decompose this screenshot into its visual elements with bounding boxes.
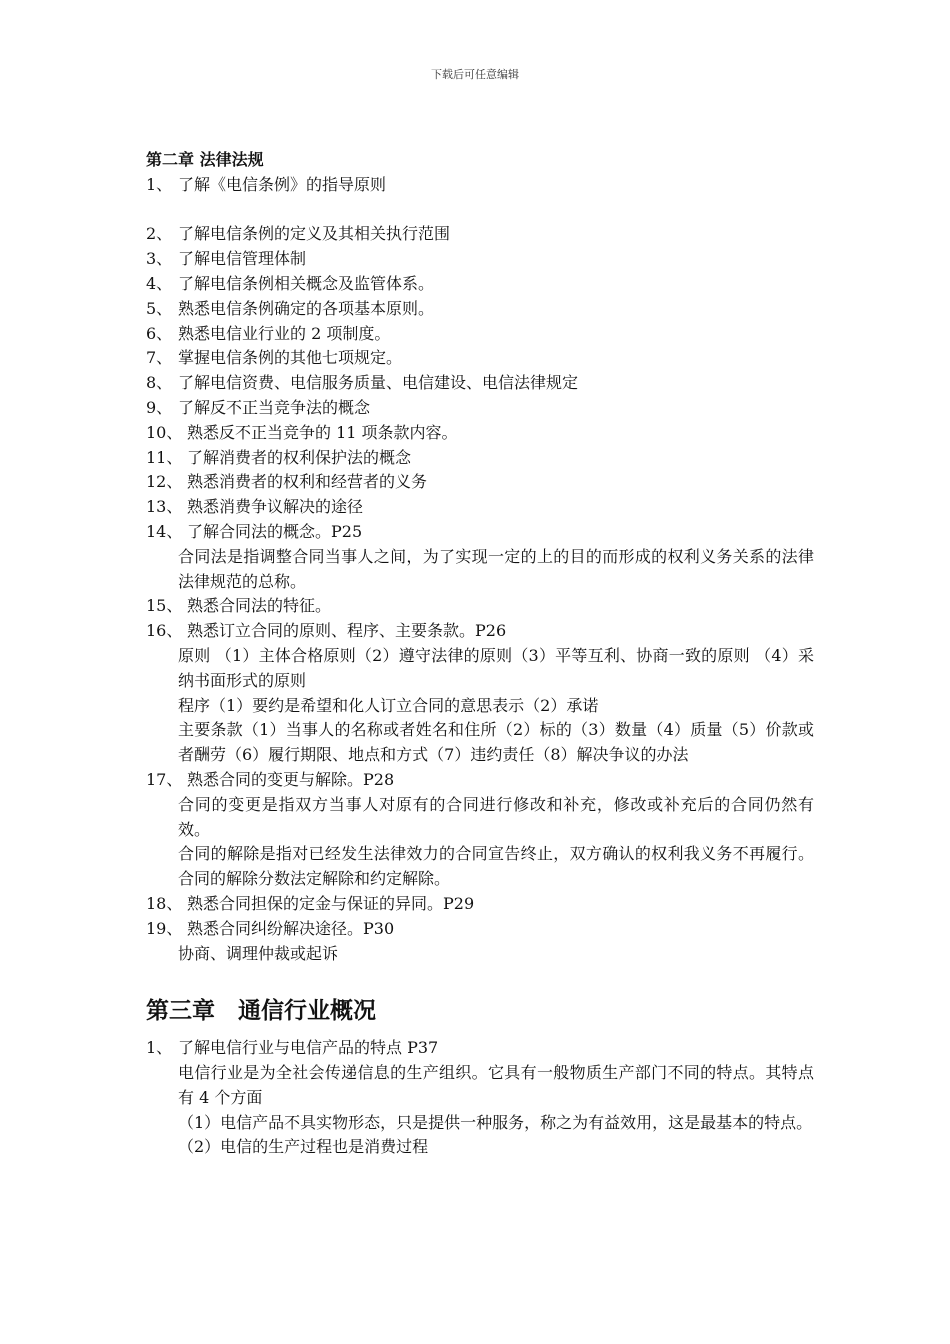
item-number: 9、 [146,397,173,417]
item-16-procedure: 程序（1）要约是希望和化人订立合同的意思表示（2）承诺 [178,695,599,715]
item-text: 熟悉合同担保的定金与保证的异同。P29 [187,893,475,913]
item-number: 6、 [146,323,173,343]
item-text: 了解反不正当竞争法的概念 [178,397,371,417]
list-item [146,297,814,322]
list-item [146,619,814,644]
list-item [146,322,814,347]
item-text: 熟悉电信条例确定的各项基本原则。 [178,298,435,318]
item-number: 14、 [146,521,183,541]
list-item [146,396,814,421]
item-number: 13、 [146,497,183,517]
list-item [146,495,814,520]
item-number: 11、 [146,447,183,467]
item-number: 3、 [146,249,173,269]
item-text: 熟悉合同法的特征。 [187,596,332,616]
item-text: 了解合同法的概念。P25 [187,521,363,541]
list-item [146,1036,814,1061]
item-text: 了解消费者的权利保护法的概念 [187,447,412,467]
item-number: 2、 [146,224,173,244]
item-17-change: 合同的变更是指双方当事人对原有的合同进行修改和补充，修改或补充后的合同仍然有效。 [178,794,814,839]
item-text: 熟悉消费争议解决的途径 [187,497,364,517]
chapter-2-title: 第二章 法律法规 [146,150,264,169]
item-text: 了解电信条例相关概念及监管体系。 [178,273,435,293]
list-item [146,346,814,371]
list-item [146,768,814,793]
item-number: 8、 [146,373,173,393]
item-text: 了解电信管理体制 [178,249,307,269]
chapter-3-title: 第三章 通信行业概况 [146,998,376,1025]
item-number: 1、 [146,174,173,194]
item-text: 熟悉合同的变更与解除。P28 [187,769,395,789]
list-item [146,446,814,471]
item-19-paragraph: 协商、调理仲裁或起诉 [178,943,339,963]
item-number: 16、 [146,621,183,641]
item-number: 19、 [146,918,183,938]
list-item [146,520,814,545]
item-number: 17、 [146,769,183,789]
item-number: 1、 [146,1038,173,1058]
item-number: 12、 [146,472,183,492]
item-14-paragraph: 合同法是指调整合同当事人之间，为了实现一定的上的目的而形成的权利义务关系的法律法律规范的总称。 [178,546,814,591]
item-text: 熟悉反不正当竞争的 11 项条款内容。 [187,422,458,442]
item-text: 熟悉合同纠纷解决途径。P30 [187,918,395,938]
item-text: 熟悉消费者的权利和经营者的义务 [187,472,428,492]
list-item [146,421,814,446]
item-text: 熟悉电信业行业的 2 项制度。 [178,323,391,343]
list-item [146,371,814,396]
item-number: 7、 [146,348,173,368]
document-body [146,148,814,1160]
item-text: 了解电信条例的定义及其相关执行范围 [178,224,451,244]
list-item [146,222,814,247]
item-number: 10、 [146,422,183,442]
item-text: 了解电信资费、电信服务质量、电信建设、电信法律规定 [178,373,579,393]
ch3-item-1-intro: 电信行业是为全社会传递信息的生产组织。它具有一般物质生产部门不同的特点。其特点有 4 个方面 [178,1063,814,1107]
list-item [146,892,814,917]
item-text: 掌握电信条例的其他七项规定。 [178,348,403,368]
list-item [146,173,814,198]
list-item [146,272,814,297]
item-number: 15、 [146,596,183,616]
list-item [146,917,814,942]
list-item [146,470,814,495]
ch3-item-1-point-1: （1）电信产品不具实物形态，只是提供一种服务，称之为有益效用，这是最基本的特点。 [178,1112,813,1132]
list-item [146,247,814,272]
item-16-principles: 原则 （1）主体合格原则（2）遵守法律的原则（3）平等互利、协商一致的原则 （4）采纳书面形式的原则 [178,645,814,690]
item-17-termination: 合同的解除是指对已经发生法律效力的合同宣告终止，双方确认的权利我义务不再履行。合同的解除分数法定解除和约定解除。 [178,844,814,889]
blank-line [146,198,814,223]
item-number: 18、 [146,893,183,913]
item-text: 熟悉订立合同的原则、程序、主要条款。P26 [187,621,507,641]
ch3-item-1-point-2: （2）电信的生产过程也是消费过程 [178,1137,429,1157]
item-16-main-terms: 主要条款（1）当事人的名称或者姓名和住所（2）标的（3）数量（4）质量（5）价款或者酬劳（6）履行期限、地点和方式（7）违约责任（8）解决争议的办法 [178,720,814,765]
item-number: 5、 [146,298,173,318]
page-header: 下载后可任意编辑 [431,68,519,81]
item-number: 4、 [146,273,173,293]
item-text: 了解《电信条例》的指导原则 [178,174,387,194]
list-item [146,594,814,619]
item-text: 了解电信行业与电信产品的特点 P37 [178,1038,439,1058]
